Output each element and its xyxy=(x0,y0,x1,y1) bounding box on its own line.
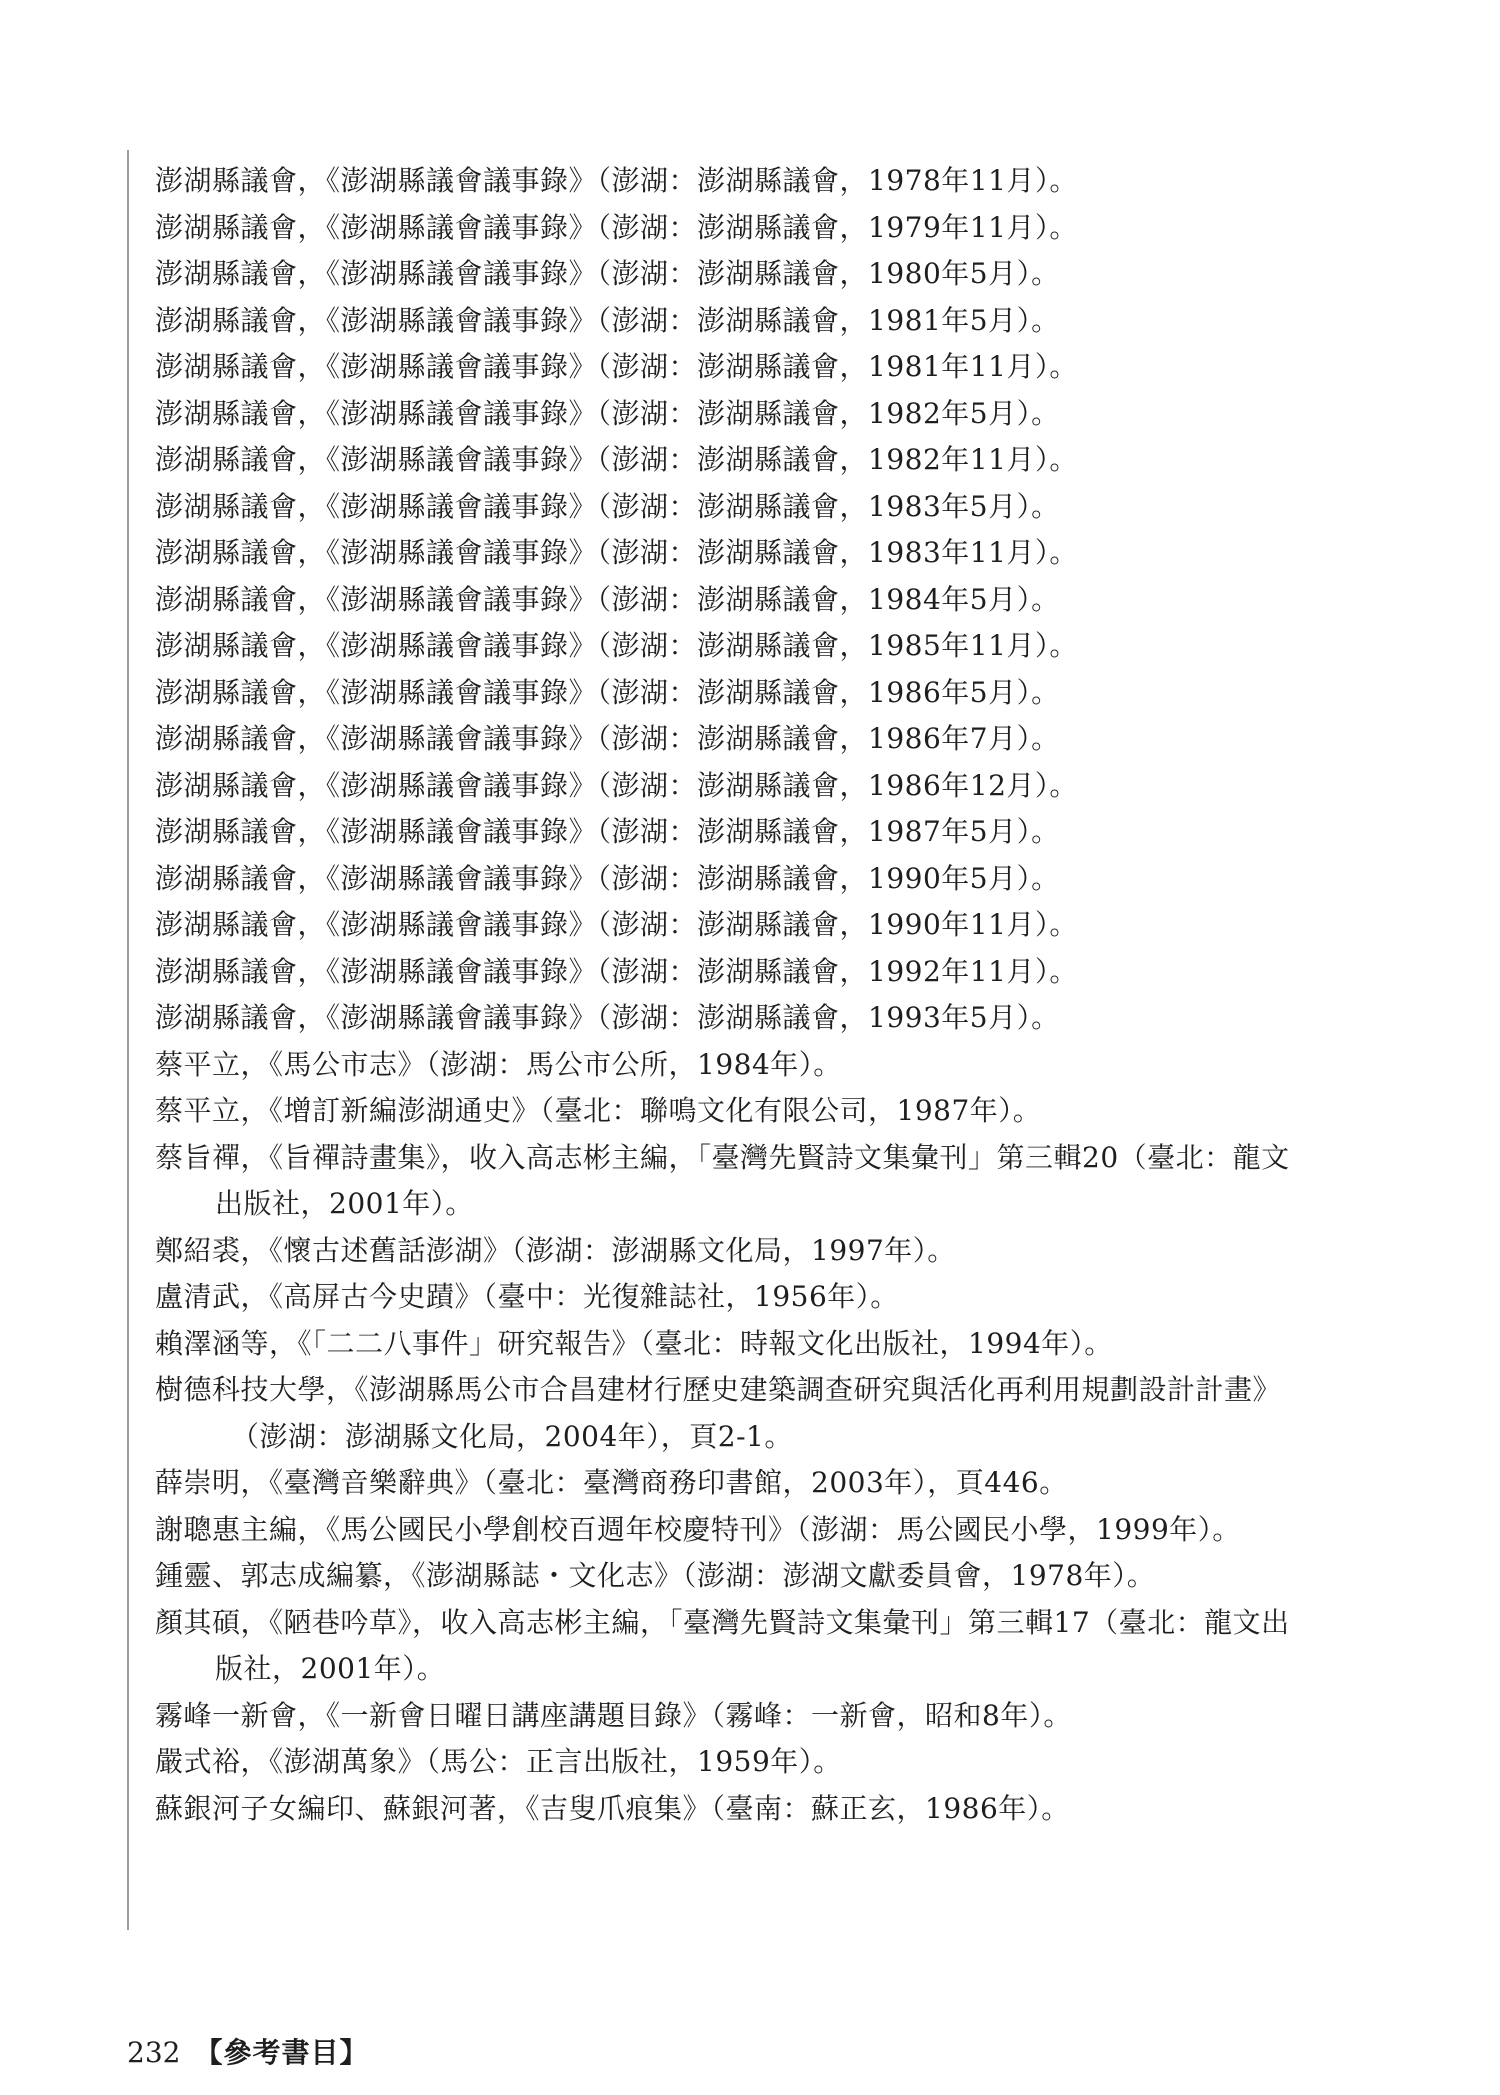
reference-line: 鍾靈、郭志成編纂，《澎湖縣誌・文化志》（澎湖：澎湖文獻委員會，1978年）。 xyxy=(155,1559,1156,1592)
reference-entry xyxy=(155,995,1355,1042)
reference-entry xyxy=(155,530,1355,577)
reference-entry xyxy=(155,1553,1355,1600)
reference-entry xyxy=(155,437,1355,484)
reference-line: 澎湖縣議會，《澎湖縣議會議事錄》（澎湖：澎湖縣議會，1980年5月）。 xyxy=(155,257,1060,290)
reference-entry xyxy=(155,1228,1355,1275)
reference-entry xyxy=(155,1693,1355,1740)
reference-entry xyxy=(155,670,1355,717)
reference-continuation-line: 版社，2001年）。 xyxy=(215,1652,446,1685)
reference-entry xyxy=(155,856,1355,903)
reference-line: 澎湖縣議會，《澎湖縣議會議事錄》（澎湖：澎湖縣議會，1987年5月）。 xyxy=(155,815,1060,848)
reference-line: 澎湖縣議會，《澎湖縣議會議事錄》（澎湖：澎湖縣議會，1990年5月）。 xyxy=(155,861,1060,895)
page-number: 232 xyxy=(127,2036,181,2069)
reference-line: 澎湖縣議會，《澎湖縣議會議事錄》（澎湖：澎湖縣議會，1982年5月）。 xyxy=(155,396,1060,430)
reference-line: 澎湖縣議會，《澎湖縣議會議事錄》（澎湖：澎湖縣議會，1981年11月）。 xyxy=(155,350,1078,383)
reference-entry xyxy=(155,809,1355,856)
reference-entry xyxy=(155,1600,1355,1693)
reference-continuation-line: 出版社，2001年）。 xyxy=(215,1187,474,1220)
reference-line: 澎湖縣議會，《澎湖縣議會議事錄》（澎湖：澎湖縣議會，1981年5月）。 xyxy=(155,303,1060,337)
reference-line: 澎湖縣議會，《澎湖縣議會議事錄》（澎湖：澎湖縣議會，1983年11月）。 xyxy=(155,536,1078,569)
reference-line: 蔡平立，《馬公市志》（澎湖：馬公市公所，1984年）。 xyxy=(155,1047,842,1081)
reference-entry xyxy=(155,1739,1355,1786)
reference-entry xyxy=(155,949,1355,996)
reference-entry xyxy=(155,1367,1355,1460)
reference-line: 澎湖縣議會，《澎湖縣議會議事錄》（澎湖：澎湖縣議會，1990年11月）。 xyxy=(155,908,1078,941)
reference-entry xyxy=(155,391,1355,438)
reference-entry xyxy=(155,205,1355,252)
reference-line: 澎湖縣議會，《澎湖縣議會議事錄》（澎湖：澎湖縣議會，1978年11月）。 xyxy=(155,164,1078,197)
reference-line: 澎湖縣議會，《澎湖縣議會議事錄》（澎湖：澎湖縣議會，1984年5月）。 xyxy=(155,582,1060,616)
reference-line: 澎湖縣議會，《澎湖縣議會議事錄》（澎湖：澎湖縣議會，1985年11月）。 xyxy=(155,629,1078,662)
reference-line: 澎湖縣議會，《澎湖縣議會議事錄》（澎湖：澎湖縣議會，1992年11月）。 xyxy=(155,954,1078,988)
margin-rule xyxy=(127,150,129,1930)
reference-line: 澎湖縣議會，《澎湖縣議會議事錄》（澎湖：澎湖縣議會，1993年5月）。 xyxy=(155,1001,1060,1034)
reference-entry xyxy=(155,298,1355,345)
reference-line: 謝聰惠主編，《馬公國民小學創校百週年校慶特刊》（澎湖：馬公國民小學，1999年）。 xyxy=(155,1512,1241,1546)
reference-list xyxy=(155,158,1355,1832)
reference-entry xyxy=(155,1507,1355,1554)
reference-line: 鄭紹裘，《懷古述舊話澎湖》（澎湖：澎湖縣文化局，1997年）。 xyxy=(155,1233,956,1267)
reference-entry xyxy=(155,484,1355,531)
section-title: 【參考書目】 xyxy=(194,2036,369,2069)
reference-entry xyxy=(155,623,1355,670)
reference-line: 蘇銀河子女編印、蘇銀河著，《吉叟爪痕集》（臺南：蘇正玄，1986年）。 xyxy=(155,1791,1070,1825)
reference-entry xyxy=(155,344,1355,391)
reference-line: 蔡平立，《增訂新編澎湖通史》（臺北：聯鳴文化有限公司，1987年）。 xyxy=(155,1094,1042,1127)
reference-continuation-line: （澎湖：澎湖縣文化局，2004年），頁2-1。 xyxy=(231,1419,793,1453)
reference-line: 澎湖縣議會，《澎湖縣議會議事錄》（澎湖：澎湖縣議會，1983年5月）。 xyxy=(155,489,1060,523)
reference-entry xyxy=(155,763,1355,810)
reference-entry xyxy=(155,902,1355,949)
reference-entry xyxy=(155,1460,1355,1507)
reference-line: 澎湖縣議會，《澎湖縣議會議事錄》（澎湖：澎湖縣議會，1986年5月）。 xyxy=(155,675,1060,709)
reference-entry xyxy=(155,577,1355,624)
reference-line: 盧清武，《高屏古今史蹟》（臺中：光復雜誌社，1956年）。 xyxy=(155,1280,899,1313)
reference-line: 蔡旨禪，《旨禪詩畫集》，收入高志彬主編，「臺灣先賢詩文集彙刊」第三輯20（臺北：龍文 xyxy=(155,1140,1290,1174)
reference-line: 薛崇明，《臺灣音樂辭典》（臺北：臺灣商務印書館，2003年），頁446。 xyxy=(155,1466,1068,1499)
reference-entry xyxy=(155,1274,1355,1321)
reference-entry xyxy=(155,716,1355,763)
reference-line: 霧峰一新會，《一新會日曜日講座講題目錄》（霧峰：一新會，昭和8年）。 xyxy=(155,1698,1072,1732)
reference-line: 賴澤涵等，《「二二八事件」研究報告》（臺北：時報文化出版社，1994年）。 xyxy=(155,1326,1113,1360)
reference-line: 澎湖縣議會，《澎湖縣議會議事錄》（澎湖：澎湖縣議會，1979年11月）。 xyxy=(155,210,1078,244)
reference-entry xyxy=(155,1135,1355,1228)
reference-entry xyxy=(155,1042,1355,1089)
reference-entry xyxy=(155,158,1355,205)
reference-entry xyxy=(155,1321,1355,1368)
reference-entry xyxy=(155,1786,1355,1833)
reference-line: 澎湖縣議會，《澎湖縣議會議事錄》（澎湖：澎湖縣議會，1986年12月）。 xyxy=(155,768,1078,802)
reference-line: 澎湖縣議會，《澎湖縣議會議事錄》（澎湖：澎湖縣議會，1982年11月）。 xyxy=(155,443,1078,476)
reference-line: 嚴式裕，《澎湖萬象》（馬公：正言出版社，1959年）。 xyxy=(155,1745,842,1778)
reference-line: 樹德科技大學，《澎湖縣馬公市合昌建材行歷史建築調查研究與活化再利用規劃設計計畫》 xyxy=(155,1373,1282,1406)
reference-entry xyxy=(155,251,1355,298)
reference-entry xyxy=(155,1088,1355,1135)
reference-line: 澎湖縣議會，《澎湖縣議會議事錄》（澎湖：澎湖縣議會，1986年7月）。 xyxy=(155,722,1060,755)
page-footer xyxy=(127,2035,368,2071)
reference-line: 顏其碩，《陋巷吟草》，收入高志彬主編，「臺灣先賢詩文集彙刊」第三輯17（臺北：龍文出 xyxy=(155,1605,1290,1639)
